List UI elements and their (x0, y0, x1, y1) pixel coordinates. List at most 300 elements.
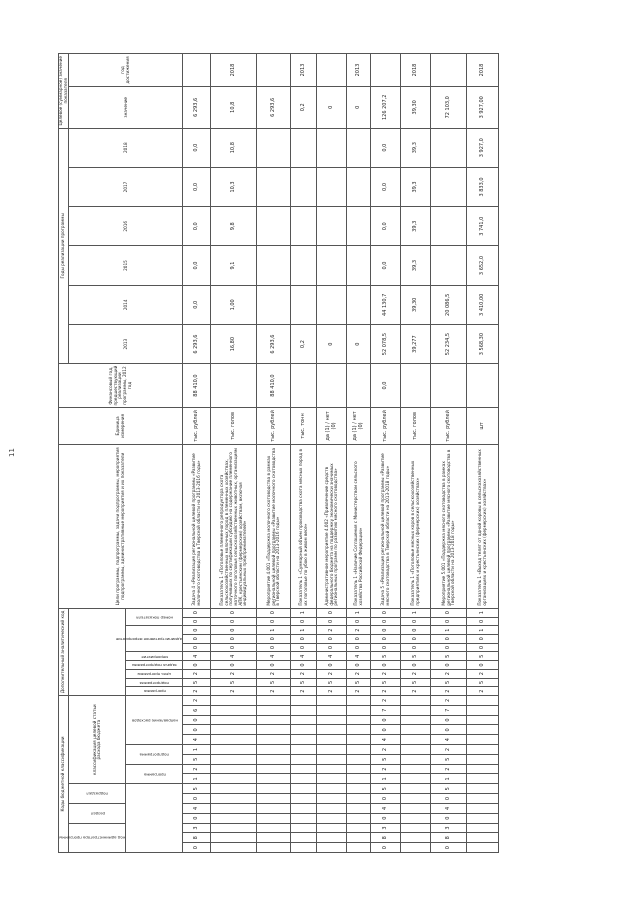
row-target-value: 10,8 (211, 87, 257, 128)
additional-code-digit: 0 (401, 617, 431, 626)
row-year-value (291, 246, 317, 285)
row-year-value (431, 128, 467, 167)
row-target-year: 2013 (291, 54, 317, 87)
code-digit (347, 735, 371, 745)
code-digit (401, 784, 431, 794)
row-year-value: 9,1 (211, 246, 257, 285)
row-year-value: 3 927,0 (467, 128, 499, 167)
code-digit (347, 764, 371, 774)
row-fin-2012: 88 410,0 (183, 364, 211, 408)
additional-code-digit: 1 (347, 608, 371, 617)
code-digit (401, 705, 431, 715)
code-digit (401, 754, 431, 764)
row-name: Задача 5 «Реализация региональной целевой программы «Развитие мясного скотоводства в Тверской области на 2013-2018 годы» (371, 444, 401, 608)
additional-code-digit: 0 (347, 617, 371, 626)
row-year-value: 0,0 (183, 246, 211, 285)
code-digit (211, 696, 257, 706)
direction-header: направление расходов (126, 696, 183, 745)
row-year-value (291, 167, 317, 206)
addcode-subprogram: подпрограмма (126, 678, 183, 687)
table-row (347, 54, 371, 853)
additional-code-digit: 0 (347, 634, 371, 643)
year-2017-header: 2017 (69, 167, 183, 206)
row-year-value: 39,30 (401, 285, 431, 324)
code-digit (211, 725, 257, 735)
code-digit (291, 774, 317, 784)
additional-code-digit: 2 (257, 669, 291, 678)
code-digit (401, 715, 431, 725)
row-year-value: 52 234,5 (431, 324, 467, 363)
additional-code-digit: 5 (431, 678, 467, 687)
table-row (467, 54, 499, 853)
code-digit (347, 833, 371, 843)
row-year-value: 3 833,0 (467, 167, 499, 206)
row-target-year: 2018 (467, 54, 499, 87)
code-digit (257, 725, 291, 735)
year-2013-header: 2013 (69, 324, 183, 363)
row-fin-2012 (317, 364, 347, 408)
code-digit (467, 735, 499, 745)
row-year-value: 0,0 (371, 128, 401, 167)
code-digit: 7 (431, 705, 467, 715)
code-digit (291, 754, 317, 764)
goal-column-header: Цели программы, подпрограммы, задачи подпрограммы, мероприятия подпрограммы, административные мероприятия и их показатели (59, 444, 183, 608)
additional-code-digit: 2 (211, 687, 257, 696)
row-target-year: 2013 (347, 54, 371, 87)
code-digit (257, 715, 291, 725)
code-digit: 0 (371, 725, 401, 735)
code-digit (467, 696, 499, 706)
additional-code-digit: 4 (317, 652, 347, 661)
row-year-value (317, 167, 347, 206)
row-target-value: 6 293,6 (257, 87, 291, 128)
additional-code-digit: 1 (257, 626, 291, 635)
row-year-value: 10,8 (211, 128, 257, 167)
row-year-value (257, 128, 291, 167)
code-digit (211, 774, 257, 784)
code-digit (467, 715, 499, 725)
code-digit (317, 843, 347, 853)
additional-code-digit: 0 (347, 661, 371, 670)
row-name: Показатель 1 «Суммарный объем производства скота мясных пород в их поголовье по убою в живом весе» (291, 444, 317, 608)
additional-code-digit: 2 (431, 687, 467, 696)
additional-code-digit: 0 (431, 608, 467, 617)
fin-year-column-header: Финансовый год, предшествующий реализации программы, 2012 год (59, 364, 183, 408)
row-year-value: 0,0 (371, 167, 401, 206)
code-digit (291, 725, 317, 735)
code-digit (347, 823, 371, 833)
additional-code-digit: 5 (401, 652, 431, 661)
row-name: Задача 4 «Реализация региональной целевой программы «Развитие молочного скотоводства в Тверской области на 2013-2016 годы» (183, 444, 211, 608)
code-digit: 2 (431, 764, 467, 774)
additional-code-digit: 2 (291, 687, 317, 696)
code-digit (467, 833, 499, 843)
code-digit: 0 (371, 794, 401, 804)
table-row (257, 54, 291, 853)
additional-code-digit: 0 (183, 643, 211, 652)
row-year-value (291, 285, 317, 324)
code-digit (211, 705, 257, 715)
code-digit (347, 745, 371, 755)
additional-code-digit: 1 (401, 608, 431, 617)
code-digit (257, 735, 291, 745)
row-year-value (347, 285, 371, 324)
code-digit (401, 735, 431, 745)
row-target-value: 126 207,2 (371, 87, 401, 128)
code-digit: 0 (183, 813, 211, 823)
code-digit (257, 774, 291, 784)
row-year-value: 39,277 (401, 324, 431, 363)
code-digit (211, 823, 257, 833)
target-value-header: значение (69, 87, 183, 128)
code-digit (401, 774, 431, 784)
additional-code-digit: 0 (211, 626, 257, 635)
row-unit: да (1) / нет (0) (317, 407, 347, 444)
addcode-goal: цель программы (126, 669, 183, 678)
code-digit (291, 843, 317, 853)
code-digit: 5 (183, 754, 211, 764)
code-digit (347, 843, 371, 853)
row-name: Мероприятие 4.001 «Поддержка молочного скотоводства в рамках региональной целевой программы «Развитие молочного скотоводства в Тверской области на 2013-2016 годы» (257, 444, 291, 608)
row-year-value (347, 246, 371, 285)
additional-code-digit: 2 (467, 687, 499, 696)
code-digit: 0 (183, 794, 211, 804)
row-year-value (317, 285, 347, 324)
code-digit (291, 705, 317, 715)
additional-code-digit: 1 (467, 608, 499, 617)
additional-code-digit: 2 (467, 669, 499, 678)
subprogram-header: подпрограмма (126, 745, 183, 765)
code-digit (467, 725, 499, 735)
code-digit (317, 803, 347, 813)
addcode-task: задача подпрограммы (126, 661, 183, 670)
subsection-header: подраздел (69, 784, 126, 804)
row-year-value: 0,0 (183, 128, 211, 167)
additional-code-digit: 0 (291, 617, 317, 626)
row-year-value: 0,0 (371, 246, 401, 285)
additional-code-digit: 0 (401, 634, 431, 643)
code-digit (257, 696, 291, 706)
row-target-value: 39,30 (401, 87, 431, 128)
code-digit (401, 843, 431, 853)
code-digit: 0 (431, 725, 467, 735)
code-digit: 1 (183, 774, 211, 784)
row-unit: тыс. голов (401, 407, 431, 444)
code-digit (291, 823, 317, 833)
code-digit: 3 (431, 823, 467, 833)
additional-code-digit: 0 (467, 661, 499, 670)
code-digit: 3 (371, 823, 401, 833)
additional-code-digit: 5 (371, 678, 401, 687)
code-digit (257, 813, 291, 823)
code-digit (401, 696, 431, 706)
row-year-value: 0,0 (371, 207, 401, 246)
code-digit (347, 715, 371, 725)
row-year-value (347, 167, 371, 206)
code-digit: 0 (431, 813, 467, 823)
year-2015-header: 2015 (69, 246, 183, 285)
row-unit: тыс. голов (211, 407, 257, 444)
additional-code-digit: 2 (211, 669, 257, 678)
code-digit: 5 (431, 784, 467, 794)
codes-sub-spacer (126, 784, 183, 853)
code-digit: 0 (183, 715, 211, 725)
code-digit (211, 754, 257, 764)
additional-code-digit: 0 (183, 626, 211, 635)
additional-code-digit: 5 (431, 652, 467, 661)
code-digit (291, 803, 317, 813)
row-year-value: 6 293,6 (257, 324, 291, 363)
code-digit (257, 784, 291, 794)
row-year-value (291, 207, 317, 246)
row-year-value: 1,00 (211, 285, 257, 324)
code-digit (467, 754, 499, 764)
code-digit (347, 696, 371, 706)
additional-code-digit: 0 (401, 643, 431, 652)
row-year-value (347, 207, 371, 246)
code-digit: 2 (431, 745, 467, 755)
row-year-value: 3 741,0 (467, 207, 499, 246)
row-target-value: 0 (347, 87, 371, 128)
additional-code-digit: 0 (257, 643, 291, 652)
row-name: Показатель 1 «Наличие Соглашения с Министерством сельского хозяйства Российской Федерации» (347, 444, 371, 608)
row-target-year (183, 54, 211, 87)
additional-code-digit: 0 (211, 643, 257, 652)
additional-code-digit: 0 (467, 634, 499, 643)
row-target-value: 0,2 (291, 87, 317, 128)
code-digit: 4 (371, 803, 401, 813)
row-year-value (347, 128, 371, 167)
additional-code-digit: 4 (257, 652, 291, 661)
target-article-header: классификация целевой статьи расхода бюджета (69, 696, 126, 784)
code-digit: 5 (431, 754, 467, 764)
code-digit (257, 745, 291, 755)
code-digit (401, 794, 431, 804)
row-unit: тыс. тонн (291, 407, 317, 444)
row-year-value: 44 130,7 (371, 285, 401, 324)
row-target-year (371, 54, 401, 87)
code-digit (347, 774, 371, 784)
additional-code-digit: 0 (257, 608, 291, 617)
additional-code-digit: 0 (211, 608, 257, 617)
code-digit (257, 823, 291, 833)
row-year-value: 39,3 (401, 128, 431, 167)
additional-code-digit: 2 (371, 669, 401, 678)
code-digit (317, 715, 347, 725)
additional-code-digit: 0 (371, 634, 401, 643)
code-digit: 4 (431, 735, 467, 745)
row-year-value (291, 128, 317, 167)
additional-code-digit: 0 (467, 643, 499, 652)
code-digit (347, 794, 371, 804)
additional-code-digit: 5 (467, 678, 499, 687)
row-target-year (317, 54, 347, 87)
admin-code-header: код администратора программы (69, 823, 126, 852)
additional-code-digit: 2 (257, 687, 291, 696)
additional-code-digit: 0 (371, 661, 401, 670)
additional-code-digit: 2 (317, 669, 347, 678)
code-digit (211, 735, 257, 745)
code-digit: 0 (183, 725, 211, 735)
code-digit (257, 803, 291, 813)
additional-code-digit: 0 (211, 661, 257, 670)
addcode-indicator: номер показателя (126, 608, 183, 626)
code-digit (291, 735, 317, 745)
row-target-value: 72 103,0 (431, 87, 467, 128)
row-year-value (431, 207, 467, 246)
additional-code-digit: 1 (291, 626, 317, 635)
code-digit: 0 (431, 843, 467, 853)
additional-code-sub (69, 608, 126, 695)
code-digit (291, 784, 317, 794)
code-digit (211, 813, 257, 823)
row-fin-2012: 88 410,0 (257, 364, 291, 408)
additional-code-digit: 1 (291, 608, 317, 617)
code-digit (467, 705, 499, 715)
code-digit (401, 813, 431, 823)
row-year-value: 16,80 (211, 324, 257, 363)
additional-code-digit: 0 (467, 617, 499, 626)
code-digit: 1 (183, 745, 211, 755)
code-digit: 2 (183, 696, 211, 706)
row-year-value: 52 078,5 (371, 324, 401, 363)
row-target-value: 6 293,6 (183, 87, 211, 128)
additional-code-digit: 2 (347, 669, 371, 678)
code-digit: 2 (431, 696, 467, 706)
code-digit (211, 784, 257, 794)
code-digit (257, 833, 291, 843)
code-digit (467, 784, 499, 794)
row-name: Мероприятие 5.001 «Поддержка мясного скотоводства в рамках региональной целевой программы «Развитие мясного скотоводства в Тверской области на 2013-2018 годы» (431, 444, 467, 608)
additional-code-digit: 2 (317, 626, 347, 635)
additional-code-digit: 0 (257, 634, 291, 643)
additional-code-digit: 2 (431, 669, 467, 678)
row-fin-2012 (467, 364, 499, 408)
additional-code-digit: 0 (371, 626, 401, 635)
code-digit (401, 725, 431, 735)
addcode-program: программа (126, 687, 183, 696)
code-digit (467, 813, 499, 823)
row-fin-2012: 0,0 (371, 364, 401, 408)
code-digit (257, 705, 291, 715)
additional-code-digit: 5 (347, 678, 371, 687)
years-group-header: Годы реализации программы (59, 128, 69, 364)
code-digit (347, 705, 371, 715)
table-row (211, 54, 257, 853)
code-digit (317, 705, 347, 715)
additional-code-digit: 0 (347, 643, 371, 652)
row-target-year: 2018 (211, 54, 257, 87)
code-digit: 8 (431, 833, 467, 843)
code-digit: 2 (371, 696, 401, 706)
row-unit: тыс. рублей (371, 407, 401, 444)
code-digit: 8 (371, 833, 401, 843)
code-digit (211, 803, 257, 813)
row-year-value: 10,3 (211, 167, 257, 206)
additional-code-digit: 2 (183, 687, 211, 696)
code-digit (211, 745, 257, 755)
additional-code-digit: 2 (317, 687, 347, 696)
additional-code-digit: 1 (431, 626, 467, 635)
row-year-value (317, 207, 347, 246)
row-year-value: 3 568,30 (467, 324, 499, 363)
additional-code-digit: 0 (401, 661, 431, 670)
code-digit (257, 754, 291, 764)
additional-code-digit: 0 (431, 643, 467, 652)
additional-code-digit: 0 (183, 661, 211, 670)
additional-code-digit: 0 (317, 617, 347, 626)
code-digit (211, 833, 257, 843)
row-year-value (257, 285, 291, 324)
row-year-value: 0 (317, 324, 347, 363)
row-year-value (431, 167, 467, 206)
row-fin-2012 (291, 364, 317, 408)
additional-code-digit: 0 (371, 643, 401, 652)
code-digit: 5 (371, 754, 401, 764)
additional-code-digit: 0 (317, 661, 347, 670)
row-year-value: 0,0 (183, 167, 211, 206)
code-digit (467, 794, 499, 804)
row-year-value: 6 293,6 (183, 324, 211, 363)
code-digit (467, 823, 499, 833)
additional-code-digit: 2 (371, 687, 401, 696)
code-digit: 2 (183, 764, 211, 774)
row-fin-2012 (347, 364, 371, 408)
additional-code-digit: 0 (371, 617, 401, 626)
row-year-value: 39,3 (401, 207, 431, 246)
code-digit: 1 (371, 774, 401, 784)
code-digit (291, 696, 317, 706)
code-digit (317, 813, 347, 823)
row-year-value: 0,0 (183, 207, 211, 246)
additional-code-digit: 1 (467, 626, 499, 635)
code-digit (211, 843, 257, 853)
code-digit: 7 (371, 705, 401, 715)
additional-code-digit: 0 (211, 634, 257, 643)
additional-code-digit: 0 (183, 634, 211, 643)
code-digit (211, 794, 257, 804)
table-row (371, 54, 401, 853)
code-digit (257, 794, 291, 804)
code-digit (317, 833, 347, 843)
additional-code-digit: 4 (183, 652, 211, 661)
code-digit: 0 (183, 843, 211, 853)
additional-code-digit: 2 (347, 687, 371, 696)
code-digit: 6 (183, 705, 211, 715)
code-digit (211, 764, 257, 774)
additional-code-digit: 0 (291, 661, 317, 670)
code-digit (401, 823, 431, 833)
additional-code-digit: 4 (291, 652, 317, 661)
row-name: Показатель 1 «Поголовье мясных коров в сельскохозяйственных предприятиях и крестьянских (фермерских) хозяйствах» (401, 444, 431, 608)
additional-code-digit: 0 (371, 608, 401, 617)
additional-code-digit: 5 (401, 678, 431, 687)
code-digit (317, 745, 347, 755)
row-year-value: 39,3 (401, 246, 431, 285)
additional-code-digit: 2 (401, 669, 431, 678)
additional-code-digit: 0 (257, 661, 291, 670)
code-digit (291, 833, 317, 843)
code-digit (347, 754, 371, 764)
code-digit (291, 813, 317, 823)
row-target-value: 0 (317, 87, 347, 128)
year-2014-header: 2014 (69, 285, 183, 324)
code-digit (291, 745, 317, 755)
section-header: раздел (69, 803, 126, 823)
additional-code-digit: 5 (211, 678, 257, 687)
additional-code-digit: 0 (401, 626, 431, 635)
additional-code-digit: 2 (347, 626, 371, 635)
